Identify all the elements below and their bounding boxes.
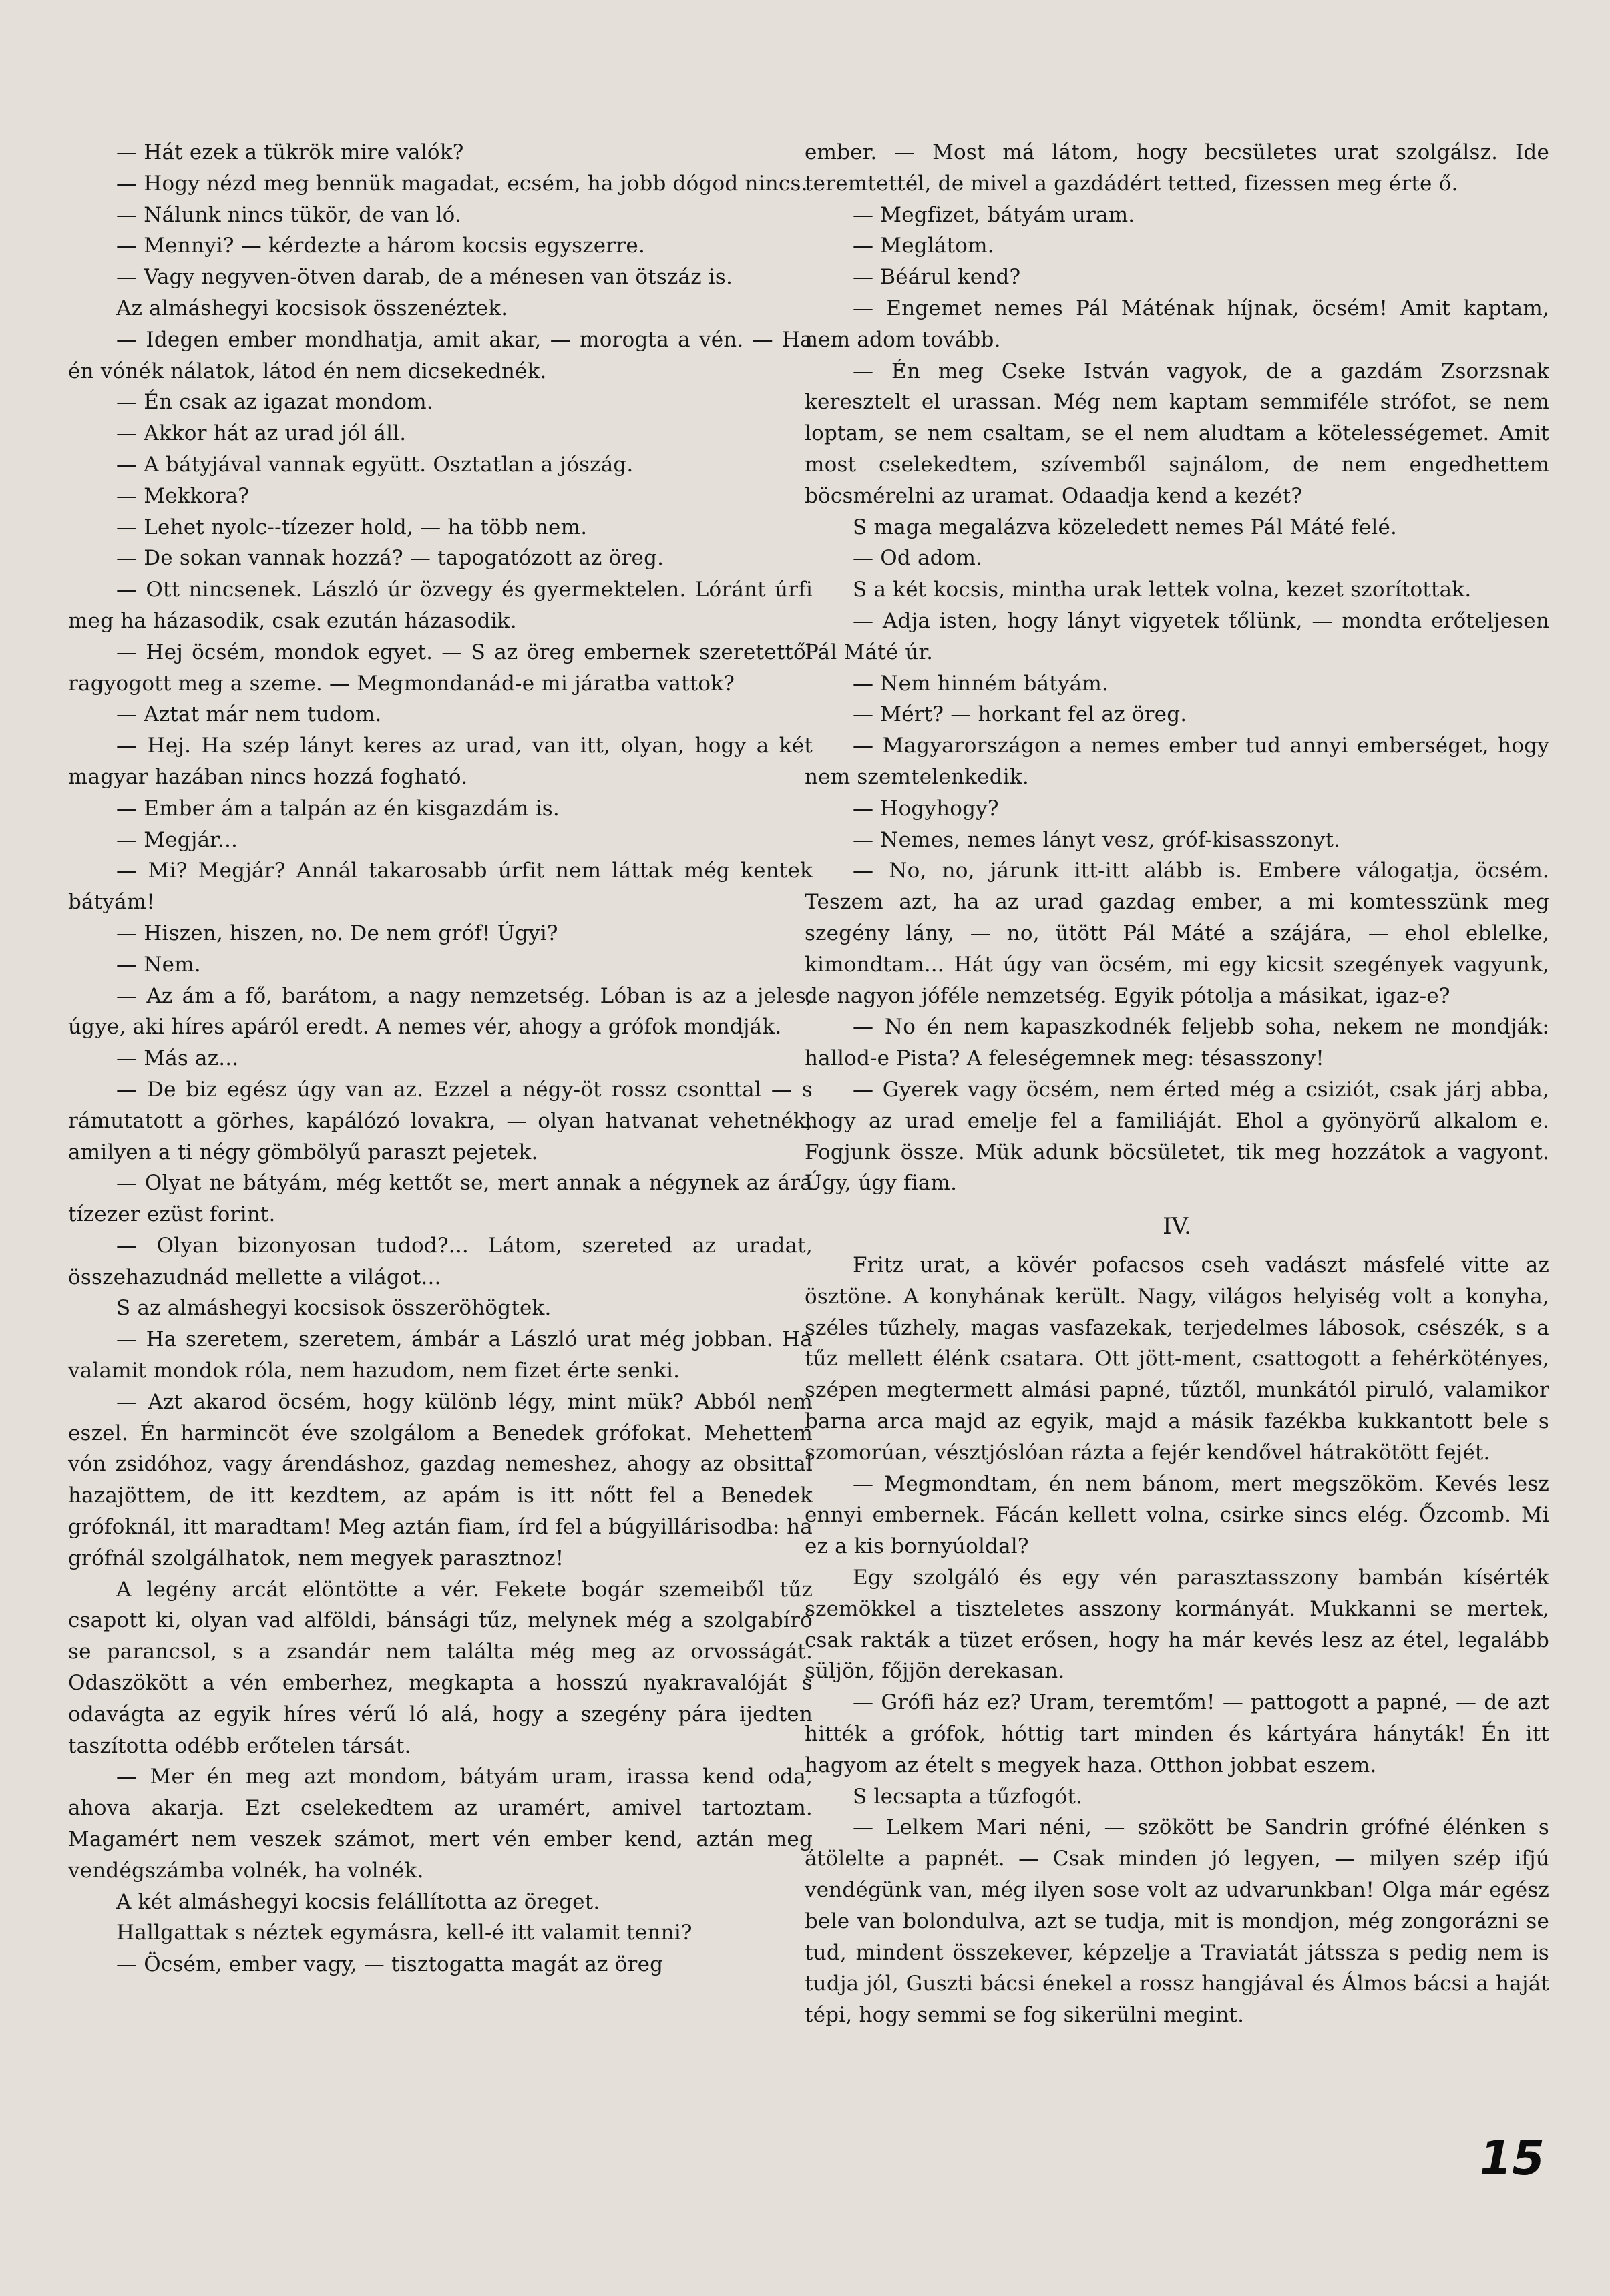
- right-column: [805, 137, 1549, 2031]
- paragraph: — Nem hinném bátyám.: [853, 671, 1109, 696]
- paragraph: — Lehet nyolc--tízezer hold, — ha több nem.: [116, 515, 588, 539]
- paragraph: — Hogy nézd meg bennük magadat, ecsém, ha jobb dógod nincs.: [116, 171, 808, 196]
- paragraph: — Akkor hát az urad jól áll.: [116, 421, 407, 446]
- paragraph: ember. — Most má látom, hogy becsületes urat szolgálsz. Ide teremtettél, de mivel a gazdádért tetted, fizessen meg érte ő.: [805, 140, 1549, 196]
- paragraph: — Hej öcsém, mondok egyet. — S az öreg embernek szeretettől ragyogott meg a szeme. — Megmondanád-e mi járatba vattok?: [68, 640, 813, 696]
- paragraph: — Olyat ne bátyám, még kettőt se, mert annak a négynek az ára tízezer ezüst forint.: [68, 1171, 813, 1227]
- paragraph: — Hej. Ha szép lányt keres az urad, van itt, olyan, hogy a két magyar hazában nincs hozzá fogható.: [68, 734, 813, 789]
- paragraph: — Hogyhogy?: [853, 796, 999, 821]
- paragraph: — Más az...: [116, 1046, 239, 1071]
- paragraph: — Ember ám a talpán az én kisgazdám is.: [116, 796, 560, 821]
- paragraph: — Mekkora?: [116, 483, 250, 508]
- paragraph: — Nem.: [116, 952, 201, 977]
- paragraph: S az almáshegyi kocsisok összeröhögtek.: [116, 1296, 552, 1321]
- paragraph: — Megjár...: [116, 827, 238, 852]
- paragraph: — Vagy negyven-ötven darab, de a ménesen van ötszáz is.: [116, 265, 733, 290]
- paragraph: — Od adom.: [853, 546, 983, 571]
- paragraph: Hallgattak s néztek egymásra, kell-é itt valamit tenni?: [116, 1921, 692, 1945]
- paragraph: — Mennyi? — kérdezte a három kocsis egyszerre.: [116, 234, 645, 258]
- paragraph: — Idegen ember mondhatja, amit akar, — morogta a vén. — Ha én vónék nálatok, látod én nem dicsekednék.: [68, 327, 813, 383]
- paragraph: — Ott nincsenek. László úr özvegy és gyermektelen. Lóránt úrfi meg ha házasodik, csak ezután házasodik.: [68, 578, 813, 633]
- paragraph: — Ha szeretem, szeretem, ámbár a László urat még jobban. Ha valamit mondok róla, nem hazudom, nem fizet érte senki.: [68, 1327, 813, 1383]
- page-number: 15: [1479, 2131, 1545, 2186]
- paragraph: S maga megalázva közeledett nemes Pál Máté felé.: [853, 515, 1398, 539]
- paragraph: — Engemet nemes Pál Máténak híjnak, öcsém! Amit kaptam, nem adom tovább.: [805, 296, 1549, 352]
- paragraph: Az almáshegyi kocsisok összenéztek.: [116, 296, 508, 320]
- paragraph: — Mi? Megjár? Annál takarosabb úrfit nem láttak még kentek bátyám!: [68, 859, 813, 915]
- paragraph: — Nálunk nincs tükör, de van ló.: [116, 202, 462, 227]
- paragraph: — Aztat már nem tudom.: [116, 702, 382, 727]
- paragraph: — Grófi ház ez? Uram, teremtőm! — pattogott a papné, — de azt hitték a grófok, hóttig tart minden és kártyára hányták! Én itt hagyom az ételt s megyek haza. Otthon jobbat eszem.: [805, 1690, 1549, 1777]
- paragraph: — Megmondtam, én nem bánom, mert megszököm. Kevés lesz ennyi embernek. Fácán kellett volna, csirke sincs elég. Őzcomb. Mi ez a kis bornyúoldal?: [805, 1471, 1549, 1559]
- paragraph: — No, no, járunk itt-itt alább is. Embere válogatja, öcsém. Teszem azt, ha az urad gazdag ember, a mi komtesszünk meg szegény lány, — no, ütött Pál Máté a szájára, — ehol eblelke, kimondtam... Hát úgy van öcsém, mi egy kicsit szegények vagyunk, de nagyon jóféle nemzetség. Egyik pótolja a másikat, igaz-e?: [805, 859, 1549, 1008]
- paragraph: — Olyan bizonyosan tudod?... Látom, szereted az uradat, összehazudnád mellette a világot...: [68, 1233, 813, 1289]
- paragraph: — Adja isten, hogy lányt vigyetek tőlünk, — mondta erőteljesen Pál Máté úr.: [805, 608, 1549, 664]
- paragraph: Fritz urat, a kövér pofacsos cseh vadászt másfelé vitte az ösztöne. A konyhának került. Nagy, világos helyiség volt a konyha, széles tűzhely, magas vasfazekak, terjedelmes lábosok, csészék, s a tűz mellett élénk csatara. Ott jött-ment, csattogott a fehérkötényes, szépen megtermett almási papné, tűztől, munkától piruló, valamikor barna arca majd az egyik, majd a másik fazékba kukkantott bele s szomorúan, vésztjóslóan rázta a fejér kendővel hátrakötött fejét.: [805, 1253, 1549, 1465]
- paragraph: Egy szolgáló és egy vén parasztasszony bambán kísérték szemökkel a tiszteletes asszony kormányát. Mukkanni se mertek, csak rakták a tüzet erősen, hogy ha már kevés lesz az étel, legalább süljön, főjjön derekasan.: [805, 1566, 1549, 1684]
- paragraph: — Mer én meg azt mondom, bátyám uram, irassa kend oda, ahova akarja. Ezt cselekedtem az uramért, amivel tartoztam. Magamért nem veszek számot, mert vén ember kend, aztán meg vendégszámba volnék, ha volnék.: [68, 1765, 813, 1883]
- paragraph: — A bátyjával vannak együtt. Osztatlan a jószág.: [116, 452, 634, 477]
- paragraph: — Lelkem Mari néni, — szökött be Sandrin grófné élénken s átölelte a papnét. — Csak minden jó legyen, — milyen szép ifjú vendégünk van, még ilyen sose volt az udvarunkban! Olga már egész bele van bolondulva, azt se tudja, mit is mondjon, még zongorázni se tud, mindent összekever, képzelje a Traviatát játssza s pedig nem is tudja jól, Guszti bácsi énekel a rossz hangjával és Álmos bácsi a haját tépi, hogy semmi se fog sikerülni megint.: [805, 1815, 1549, 2028]
- paragraph: — Gyerek vagy öcsém, nem érted még a csiziót, csak járj abba, hogy az urad emelje fel a familiáját. Ehol a gyönyörű alkalom e. Fogjunk össze. Mük adunk böcsületet, tik meg hozzátok a vagyont. Úgy, úgy fiam.: [805, 1077, 1549, 1196]
- paragraph: — Én meg Cseke István vagyok, de a gazdám Zsorzsnak keresztelt el urassan. Még nem kaptam semmiféle strófot, se nem loptam, se nem csaltam, se el nem aludtam a kötelességemet. Amit most cselekedtem, szívemből sajnálom, de nem engedhettem böcsmérelni az uramat. Odaadja kend a kezét?: [805, 359, 1549, 508]
- paragraph: — Én csak az igazat mondom.: [116, 390, 433, 415]
- paragraph: — Magyarországon a nemes ember tud annyi emberséget, hogy nem szemtelenkedik.: [805, 734, 1549, 789]
- paragraph: — Megfizet, bátyám uram.: [853, 202, 1135, 227]
- left-column: [68, 137, 813, 1980]
- paragraph: — Hát ezek a tükrök mire valók?: [116, 140, 464, 164]
- paragraph: — Hiszen, hiszen, no. De nem gróf! Úgyi?: [116, 921, 558, 945]
- paragraph: — De biz egész úgy van az. Ezzel a négy-öt rossz csonttal — s rámutatott a görhes, kapálózó lovakra, — olyan hatvanat vehetnék, amilyen a ti négy gömbölyű paraszt pejetek.: [68, 1077, 813, 1164]
- paragraph: — Öcsém, ember vagy, — tisztogatta magát az öreg: [116, 1952, 664, 1977]
- paragraph: S lecsapta a tűzfogót.: [853, 1784, 1083, 1809]
- paragraph: A két almáshegyi kocsis felállította az öreget.: [116, 1889, 600, 1914]
- paragraph: S a két kocsis, mintha urak lettek volna, kezet szorítottak.: [853, 578, 1472, 602]
- paragraph: — Az ám a fő, barátom, a nagy nemzetség. Lóban is az a jeles, úgye, aki híres apáról eredt. A nemes vér, ahogy a grófok mondják.: [68, 983, 813, 1040]
- paragraph: A legény arcát elöntötte a vér. Fekete bogár szemeiből tűz csapott ki, olyan vad alföldi, bánsági tűz, melynek még a szolgabíró se parancsol, s a zsandár nem találta még meg az orvosságát. Odaszökött a vén emberhez, megkapta a hosszú nyakravalóját s odavágta az egyik híres vérű ló alá, hogy a szegény pára ijedten taszította odébb erőtelen társát.: [68, 1577, 813, 1758]
- paragraph: — De sokan vannak hozzá? — tapogatózott az öreg.: [116, 546, 664, 571]
- paragraph: — Azt akarod öcsém, hogy különb légy, mint mük? Abból nem eszel. Én harmincöt éve szolgálom a Benedek grófokat. Mehettem vón zsidóhoz, vagy árendáshoz, gazdag nemeshez, ahogy az obsittal hazajöttem, de itt kezdtem, az apám is itt nőtt fel a Benedek grófoknál, itt maradtam! Meg aztán fiam, írd fel a búgyillárisodba: ha grófnál szolgálhatok, nem megyek parasztnoz!: [68, 1389, 813, 1570]
- section-heading: IV.: [1163, 1213, 1191, 1240]
- paragraph: — Nemes, nemes lányt vesz, gróf-kisasszonyt.: [853, 827, 1341, 852]
- paragraph: — No én nem kapaszkodnék feljebb soha, nekem ne mondják: hallod-e Pista? A feleségemnek meg: tésasszony!: [805, 1015, 1549, 1071]
- paragraph: — Béárul kend?: [853, 265, 1021, 290]
- paragraph: — Mért? — horkant fel az öreg.: [853, 702, 1187, 727]
- paragraph: — Meglátom.: [853, 234, 994, 258]
